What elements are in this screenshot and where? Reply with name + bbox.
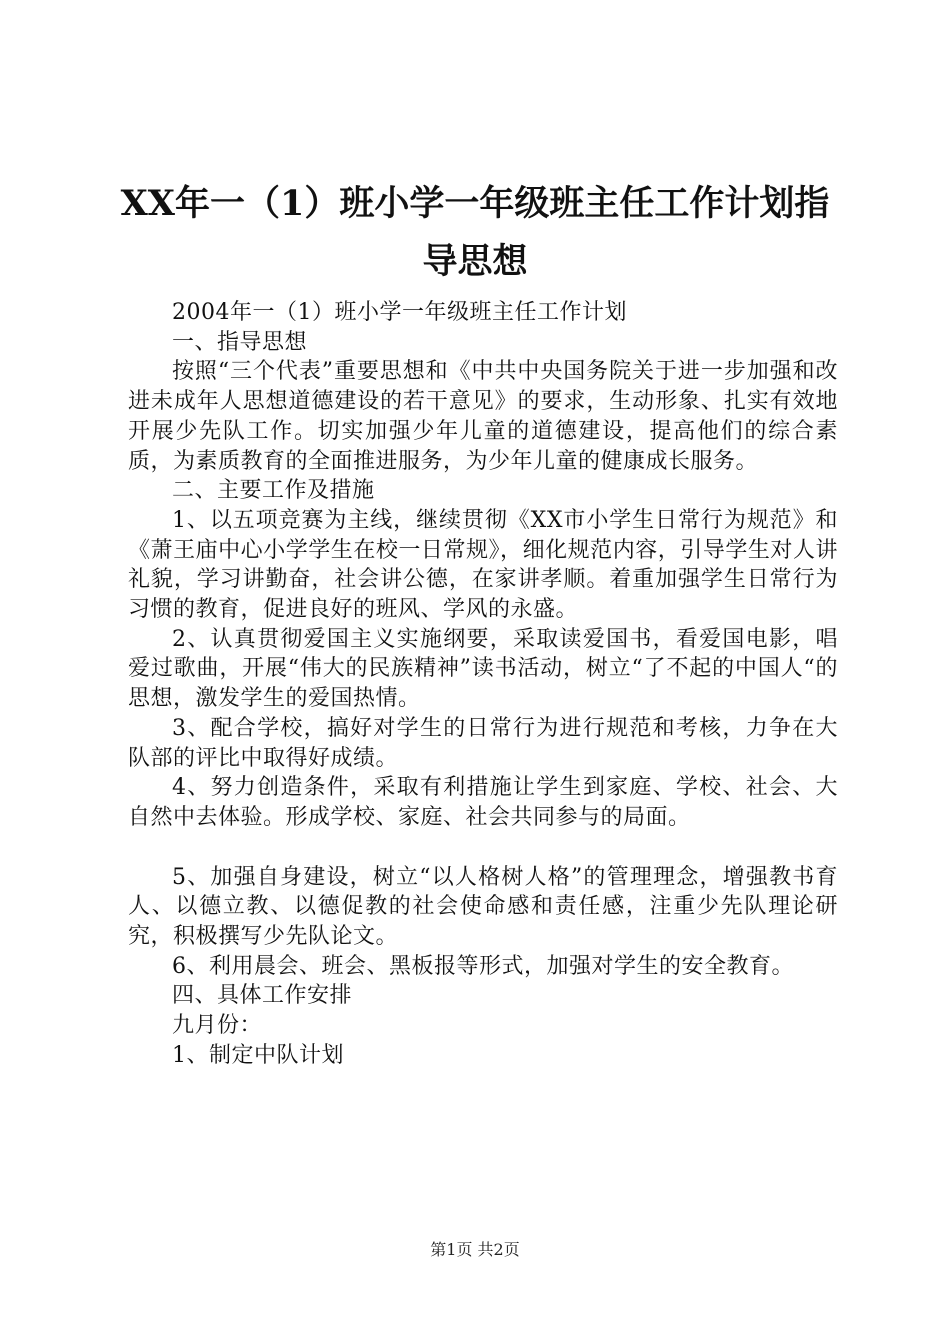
paragraph-item-1: 1、以五项竞赛为主线，继续贯彻《XX市小学生日常行为规范》和《萧王庙中心小学学生在校一日常规》，细化规范内容，引导学生对人讲礼貌，学习讲勤奋，社会讲公德，在家讲孝顺。着重加强学生日常行为习惯的教育，促进良好的班风、学风的永盛。 bbox=[128, 507, 838, 623]
paragraph-item-2: 2、认真贯彻爱国主义实施纲要，采取读爱国书，看爱国电影，唱爱过歌曲，开展“伟大的民族精神”读书活动，树立“了不起的中国人“的思想，激发学生的爱国热情。 bbox=[128, 626, 838, 712]
document-body bbox=[128, 298, 838, 1071]
title-line-2: 导思想 bbox=[422, 241, 528, 282]
page-footer: 第1页 共2页 bbox=[430, 1240, 520, 1259]
paragraph-gap bbox=[128, 833, 838, 863]
title-line-1: XX年一（1）班小学一年级班主任工作计划指 bbox=[120, 183, 830, 224]
paragraph-item-5: 5、加强自身建设，树立“以人格树人格”的管理理念，增强教书育人、以德立教、以德促教的社会使命感和责任感，注重少先队理论研究，积极撰写少先队论文。 bbox=[128, 864, 838, 950]
paragraph-guiding-thought: 按照“三个代表”重要思想和《中共中央国务院关于进一步加强和改进未成年人思想道德建设的若干意见》的要求，生动形象、扎实有效地开展少先队工作。切实加强少年儿童的道德建设，提高他们的综合素质，为素质教育的全面推进服务，为少年儿童的健康成长服务。 bbox=[128, 359, 838, 474]
section-heading-main-work: 二、主要工作及措施 bbox=[172, 478, 375, 504]
paragraph-item-4: 4、努力创造条件，采取有利措施让学生到家庭、学校、社会、大自然中去体验。形成学校、家庭、社会共同参与的局面。 bbox=[128, 775, 838, 830]
paragraph-item-3: 3、配合学校，搞好对学生的日常行为进行规范和考核，力争在大队部的评比中取得好成绩。 bbox=[128, 715, 838, 771]
plan-heading: 2004年一（1）班小学一年级班主任工作计划 bbox=[172, 300, 627, 325]
document-title bbox=[0, 175, 950, 291]
section-heading-schedule: 四、具体工作安排 bbox=[172, 983, 353, 1009]
schedule-month: 九月份： bbox=[172, 1013, 263, 1039]
schedule-item-1: 1、制定中队计划 bbox=[172, 1042, 344, 1068]
section-heading-guiding-thought: 一、指导思想 bbox=[172, 329, 308, 355]
paragraph-item-6: 6、利用晨会、班会、黑板报等形式，加强对学生的安全教育。 bbox=[172, 953, 794, 979]
